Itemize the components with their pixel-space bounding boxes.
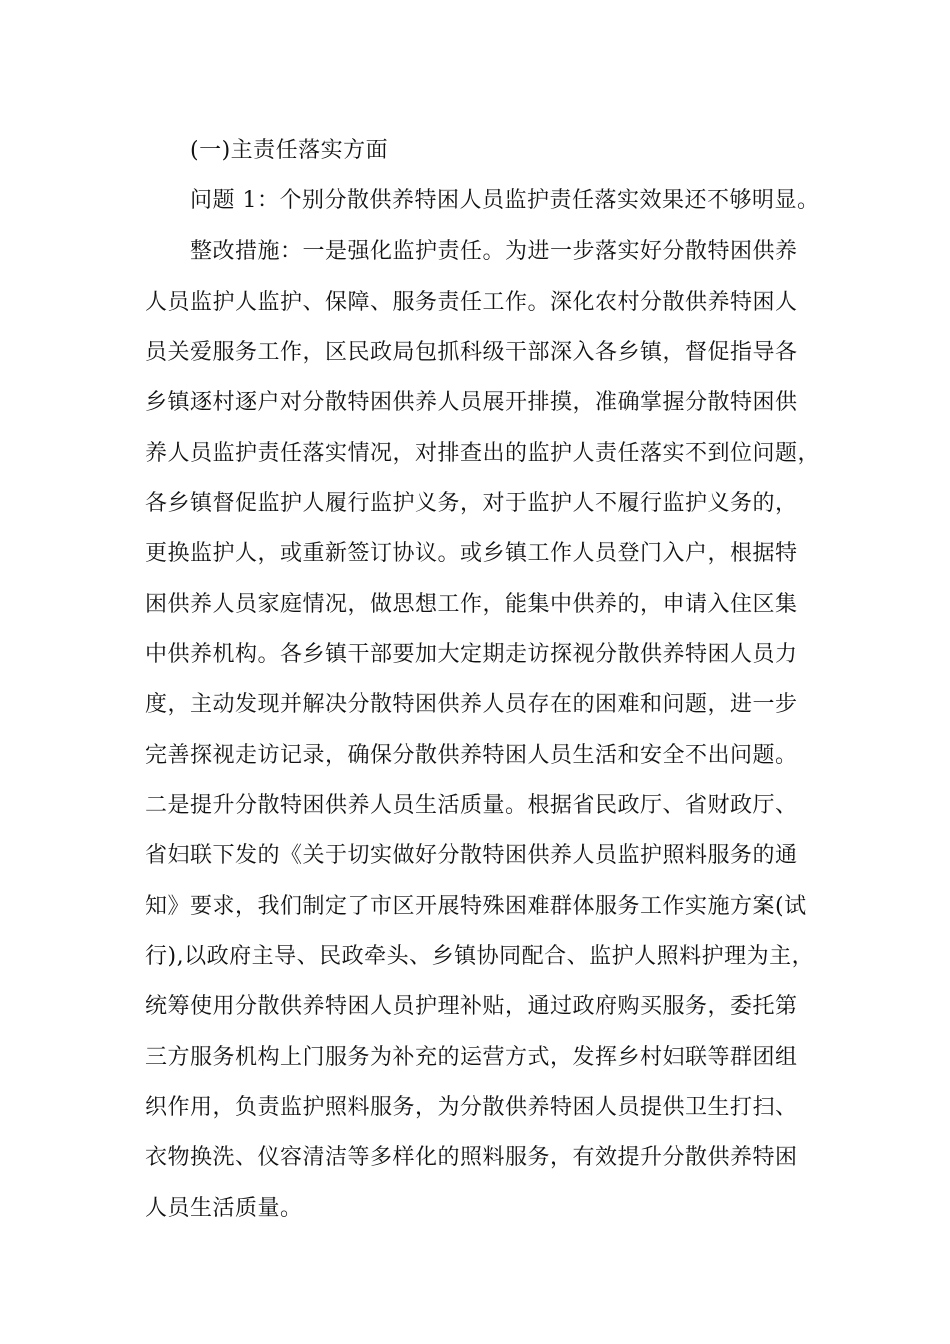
body-line: 统筹使用分散供养特困人员护理补贴，通过政府购买服务，委托第	[145, 994, 798, 1019]
body-line: 行),以政府主导、民政牵头、乡镇协同配合、监护人照料护理为主，	[145, 944, 815, 969]
body-line: 织作用，负责监护照料服务，为分散供养特困人员提供卫生打扫、	[145, 1095, 798, 1120]
body-line: 知》要求，我们制定了市区开展特殊困难群体服务工作实施方案(试	[145, 894, 807, 919]
body-line: 二是提升分散特困供养人员生活质量。根据省民政厅、省财政厅、	[145, 793, 798, 818]
body-line: 中供养机构。各乡镇干部要加大定期走访探视分散供养特困人员力	[145, 642, 798, 667]
body-line: 完善探视走访记录，确保分散供养特困人员生活和安全不出问题。	[145, 743, 798, 768]
body-line: 衣物换洗、仪容清洁等多样化的照料服务，有效提升分散供养特困	[145, 1145, 798, 1170]
body-line: 乡镇逐村逐户对分散特困供养人员展开排摸，准确掌握分散特困供	[145, 390, 798, 415]
body-line: 省妇联下发的《关于切实做好分散特困供养人员监护照料服务的通	[145, 843, 798, 868]
body-line: 更换监护人，或重新签订协议。或乡镇工作人员登门入户，根据特	[145, 541, 798, 566]
body-line: 员关爱服务工作，区民政局包抓科级干部深入各乡镇，督促指导各	[145, 340, 798, 365]
body-line: 三方服务机构上门服务为补充的运营方式，发挥乡村妇联等群团组	[145, 1045, 798, 1070]
body-line: 人员生活质量。	[145, 1196, 303, 1221]
body-line: 人员监护人监护、保障、服务责任工作。深化农村分散供养特困人	[145, 290, 798, 315]
body-line: 各乡镇督促监护人履行监护义务，对于监护人不履行监护义务的，	[145, 491, 798, 516]
body-line: 度，主动发现并解决分散特困供养人员存在的困难和问题，进一步	[145, 692, 798, 717]
body-line: 整改措施：一是强化监护责任。为进一步落实好分散特困供养	[190, 239, 798, 264]
section-heading: (一)主责任落实方面	[190, 138, 389, 163]
body-line: 养人员监护责任落实情况，对排查出的监护人责任落实不到位问题，	[145, 441, 821, 466]
body-line: 困供养人员家庭情况，做思想工作，能集中供养的，申请入住区集	[145, 592, 798, 617]
problem-statement: 问题 1：个别分散供养特困人员监护责任落实效果还不够明显。	[190, 188, 820, 213]
